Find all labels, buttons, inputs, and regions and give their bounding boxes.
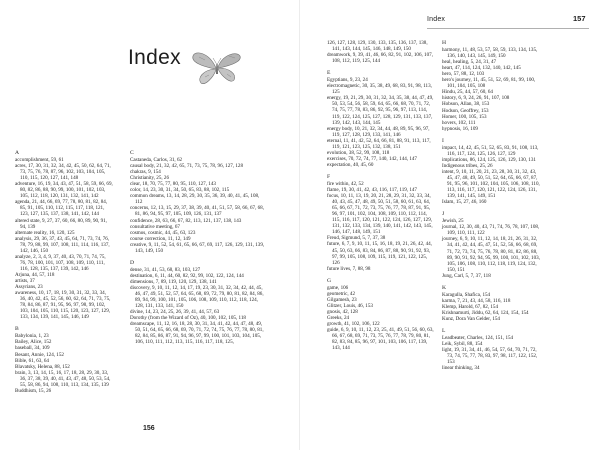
index-entry: accomplishment, 59, 61 — [15, 157, 64, 164]
index-entry: evolution, 38, 52, 99, 108, 118 — [327, 149, 390, 156]
index-section-letter: F — [327, 173, 331, 180]
index-entry: chakras, 9, 154 — [130, 169, 161, 176]
index-entry: future, 6, 7, 9, 10, 11, 15, 16, 18, 19, 21, 26, 42, 44, 45, 50, 63, 66, 83, 84, 86, 87, 88, 90, 91, 92, 93, 97, 99, 105, 108, 109, 115, 119, 121, 122, 125, 126 — [327, 241, 432, 266]
index-entry: Gilgamesh, 23 — [327, 296, 357, 303]
page-title: Index — [128, 46, 181, 69]
index-entry: confidence, 28, 63, 66, 67, 82, 113, 121, 137, 138, 143 — [130, 217, 242, 224]
index-entry: linear thinking, 34 — [442, 365, 480, 372]
index-entry: growth, 41, 102, 106, 122 — [327, 321, 380, 328]
index-entry: Kunz, Dora Van Gelder, 154 — [442, 315, 500, 322]
butterfly-icon — [191, 50, 243, 86]
index-entry: cosmos, cosmic, 44, 45, 63, 123 — [130, 229, 196, 236]
index-entry: journey, 6, 9, 10, 11, 12, 14, 18, 21, 26, 31, 32, 34, 41, 42, 44, 45, 47, 51, 52, 56, 66, 68, 69, 71, 72, 73, 74, 75, 76, 78, 80, 81, 82, 86, 88, 89, 90, 91, 92, 94, 95, 99, 100, 101, 102, 103, 105, 106, 108, 110, 112, 118, 119, 124, 132, 150, 151 — [442, 236, 540, 273]
index-entry: geometric, 42 — [327, 290, 356, 297]
index-column-3 — [327, 40, 435, 351]
index-section-letter: J — [442, 211, 445, 218]
index-entry: dense, 31, 41, 53, 68, 83, 103, 127 — [130, 266, 201, 273]
index-entry: hero's journey, 11, 45, 51, 52, 69, 81, 99, 100, 101, 104, 105, 108 — [442, 77, 536, 90]
index-section-letter: G — [327, 277, 332, 284]
index-entry: destination, 6, 11, 44, 60, 82, 92, 99, 102, 122, 124, 144 — [130, 272, 244, 279]
index-entry: 126, 127, 128, 129, 130, 133, 135, 136, 137, 138, 141, 143, 144, 145, 146, 148, 149, 150 — [327, 40, 428, 53]
index-entry: Besant, Annie, 124, 152 — [15, 351, 64, 358]
index-entry: Leadbeater, Charles, 124, 151, 154 — [442, 335, 514, 342]
index-entry: Dorothy (from the Wizard of Oz), 40, 100, 102, 105, 118 — [130, 315, 246, 322]
index-entry: Arjuna, 44, 57, 118 — [15, 271, 55, 278]
index-entry: Blavatsky, Helena, 88, 152 — [15, 363, 70, 370]
index-entry: common dreams, 13, 14, 28, 29, 30, 35, 36, 39, 40, 41, 45, 108, 112 — [130, 193, 260, 206]
index-entry: Christianity, 25, 26 — [130, 175, 170, 182]
index-entry: harmony, 11, 48, 53, 57, 58, 59, 133, 134, 135, 136, 140, 143, 145, 149, 150 — [442, 47, 538, 60]
index-entry: concerns, 12, 13, 15, 29, 37, 38, 39, 40, 41, 51, 57, 58, 66, 67, 68, 81, 86, 94, 95, 97, 105, 109, 126, 131, 137 — [130, 205, 264, 218]
index-section-letter: L — [442, 328, 446, 335]
index-entry: future lives, 7, 88, 98 — [327, 265, 371, 272]
index-entry: game, 106 — [327, 284, 349, 291]
index-entry: Bible, 61, 63, 64 — [15, 357, 49, 364]
index-entry: Jung, Carl, 5, 7, 37, 118 — [442, 272, 491, 279]
index-entry: agenda, 21, 44, 66, 69, 77, 78, 80, 81, 82, 84, 85, 91, 105, 110, 112, 115, 117, 118, 121, 123, 127, 135, 137, 138, 141, 142, 144 — [15, 199, 108, 218]
index-entry: focus, 10, 11, 13, 19, 20, 21, 28, 29, 31, 32, 33, 34, 40, 43, 45, 47, 48, 49, 50, 51, 58, 60, 61, 63, 64, 65, 66, 67, 71, 72, 73, 75, 76, 77, 78, 87, 91, 95, 96, 97, 101, 102, 104, 108, 109, 110, 112, 114, 115, 116, 117, 120, 121, 122, 124, 126, 127, 129, 131, 132, 133, 134, 139, 140, 141, 142, 143, 145, 146, 147, 148, 149, 151 — [327, 193, 433, 236]
index-entry: Indigenous tribes, 25, 26 — [442, 162, 493, 169]
index-entry: Krishnamurti, Jiddu, 62, 64, 124, 154, 154 — [442, 309, 529, 316]
index-entry: Islam, 15, 27, 46, 160 — [442, 199, 487, 206]
index-entry: Hodson, Geoffrey, 153 — [442, 107, 489, 114]
index-entry: acres, 17, 30, 31, 32, 34, 42, 45, 50, 62, 64, 71, 73, 75, 76, 78, 87, 96, 102, 103, 104, 105, 110, 115, 120, 127, 141, 148 — [15, 163, 111, 182]
index-entry: electromagnetic, 30, 35, 38, 49, 68, 83, 91, 98, 113, 125 — [327, 83, 432, 96]
index-entry: consultative meeting, 67 — [130, 223, 180, 230]
index-section-letter: D — [130, 259, 135, 266]
index-entry: exercises, 70, 72, 74, 77, 140, 142, 144, 147 — [327, 155, 417, 162]
index-entry: heart, 47, 114, 124, 132, 140, 142, 145 — [442, 65, 521, 72]
index-entry: journal, 12, 30, 40, 43, 71, 74, 76, 78, 107, 108, 109, 110, 111, 122 — [442, 224, 540, 237]
index-entry: guide, 6, 9, 10, 11, 12, 23, 25, 41, 49, 51, 56, 60, 63, 66, 67, 68, 69, 71, 73, 75, 76, 77, 78, 79, 80, 81, 82, 83, 84, 85, 96, 97, 101, 103, 106, 117, 139, 143, 144 — [327, 327, 434, 352]
index-entry: color, 14, 23, 30, 31, 34, 50, 65, 83, 88, 102, 115 — [130, 187, 230, 194]
index-entry: awareness, 10, 17, 18, 19, 30, 31, 32, 33, 34, 36, 40, 42, 45, 52, 56, 60, 62, 64, 71, 73, 75, 78, 84, 86, 87, 91, 95, 96, 97, 98, 99, 102, 103, 104, 105, 110, 115, 120, 123, 127, 129, 133, 134, 139, 141, 145, 146, 149 — [15, 290, 111, 321]
index-section-letter: B — [15, 326, 19, 333]
index-entry: Greeks, 24 — [327, 314, 350, 321]
index-entry: Bailey, Alice, 152 — [15, 339, 52, 346]
index-entry: Egyptians, 9, 23, 24 — [327, 77, 368, 84]
index-entry: creative, 9, 11, 52, 54, 61, 65, 66, 67, 69, 117, 126, 129, 131, 139, 143, 149, 150 — [130, 241, 265, 254]
index-entry: causal body, 21, 32, 42, 65, 71, 73, 75, 78, 96, 127, 128 — [130, 163, 243, 170]
running-header: Index — [427, 16, 446, 23]
index-section-letter: A — [15, 150, 20, 156]
index-entry: Karagulla, Shafica, 154 — [442, 291, 491, 298]
index-section-letter: C — [130, 150, 134, 156]
index-entry: gnosis, 42, 128 — [327, 308, 358, 315]
index-entry: implications, 86, 124, 125, 126, 129, 130, 131 — [442, 156, 536, 163]
index-entry: history, 6, 9, 24, 26, 91, 107, 108 — [442, 95, 510, 102]
index-entry: intent, 9, 10, 11, 20, 21, 23, 28, 30, 31, 32, 43, 45, 47, 48, 49, 50, 51, 52, 64, 65, 66, 67, 87, 91, 95, 96, 101, 102, 104, 105, 106, 108, 110, 113, 116, 117, 120, 121, 122, 124, 126, 131, 139, 141, 145, 149, 151 — [442, 168, 540, 200]
index-entry: divine, 14, 23, 24, 25, 26, 39, 41, 44, 57, 63 — [130, 309, 220, 316]
page-number-right: 157 — [573, 14, 586, 23]
index-entry: impact, 14, 42, 45, 51, 52, 65, 83, 91, 108, 113, 116, 117, 124, 125, 126, 127, 129 — [442, 144, 539, 157]
index-entry: energy, 19, 21, 29, 30, 31, 32, 34, 35, 38, 44, 47, 49, 50, 53, 54, 56, 58, 59, 64, 65, 66, 68, 70, 71, 72, 74, 75, 77, 78, 83, 86, 92, 95, 96, 97, 113, 114, 119, 122, 124, 125, 127, 128, 129, 131, 133, 137, 139, 142, 143, 144, 145 — [327, 95, 434, 126]
index-section-letter: E — [327, 70, 331, 77]
index-entry: Hobson, Allan, 38, 153 — [442, 101, 490, 108]
index-entry: hero, 57, 88, 12, 103 — [442, 71, 485, 78]
index-entry: karma, 7, 21, 43, 44, 58, 116, 118 — [442, 297, 511, 304]
index-column-1 — [15, 150, 113, 394]
page-number-left: 156 — [143, 425, 155, 432]
index-entry: baseball, 34, 109 — [15, 345, 50, 352]
index-entry: heal, healing, 5, 24, 31, 47 — [442, 59, 497, 66]
index-entry: flame, 19, 30, 41, 42, 43, 116, 117, 119, 147 — [327, 187, 417, 194]
index-section-letter: K — [442, 284, 447, 291]
index-entry: Glitzer, Louis, 46, 153 — [327, 302, 373, 309]
index-entry: Hindu, 25, 44, 57, 60, 64 — [442, 89, 493, 96]
index-entry: Klemp, Harold, 67, 82, 154 — [442, 303, 499, 310]
index-entry: dimensions, 7, 89, 119, 120, 129, 138, 141 — [130, 278, 217, 285]
index-entry: expectation, 40, 45, 60 — [327, 161, 374, 168]
header-rule — [427, 28, 589, 29]
index-entry: hypnosis, 16, 109 — [442, 125, 478, 132]
index-entry: Buddhism, 15, 26 — [15, 387, 52, 394]
index-entry: Assyrians, 23 — [15, 284, 43, 291]
index-entry: Babylonia, 1, 23 — [15, 333, 49, 340]
index-entry: light, 19, 31, 34, 41, 46, 54, 57, 64, 70, 71, 72, 73, 74, 75, 77, 78, 83, 97, 98, 117, 122, 152, 153 — [442, 347, 538, 366]
index-entry: adventure, 16, 19, 34, 43, 47, 51, 58, 59, 66, 69, 80, 82, 86, 88, 90, 99, 100, 101, 102, 103, 105, 112, 118, 120, 131, 132, 141, 142 — [15, 181, 113, 200]
index-entry: altered state, 9, 27, 37, 60, 66, 80, 89, 90, 91, 94, 139 — [15, 217, 107, 230]
index-entry: fire within, 42, 52 — [327, 180, 364, 187]
index-entry: eternal, 11, 41, 42, 52, 64, 66, 81, 88, 91, 113, 117, 119, 121, 123, 125, 132, 138, 151 — [327, 137, 431, 150]
index-entry: artists, 37 — [15, 277, 35, 284]
index-entry: dreamwork, 9, 39, 41, 46, 66, 82, 91, 102, 106, 107, 108, 112, 119, 125, 144 — [327, 52, 433, 65]
index-entry: Freud, Sigmund, 5, 7, 37, 38 — [327, 235, 386, 242]
index-column-2 — [130, 150, 268, 345]
index-entry: Homer, 100, 105, 153 — [442, 113, 487, 120]
index-entry: alternate reality, 16, 120, 125 — [15, 229, 75, 236]
index-entry: Jewish, 25 — [442, 218, 464, 225]
index-entry: analysis, 29, 36, 37, 43, 45, 64, 71, 73, 74, 76, 78, 79, 88, 99, 107, 108, 111, 114, 116, 137, 142, 146, 150 — [15, 235, 110, 254]
index-entry: course correction, 11, 12, 149 — [130, 235, 191, 242]
index-entry: Castaneda, Carlos, 31, 62 — [130, 157, 183, 164]
index-entry: discovery, 9, 10, 11, 12, 14, 17, 19, 23, 30, 31, 32, 34, 42, 44, 45, 46, 47, 49, 51, 52, 57, 64, 65, 68, 69, 72, 79, 80, 81, 82, 84, 86, 89, 94, 99, 100, 101, 105, 106, 108, 109, 110, 112, 118, 124, 128, 131, 133, 141, 150 — [130, 284, 264, 310]
index-entry: clear, 18, 70, 75, 77, 80, 95, 110, 127, 143 — [130, 181, 216, 188]
index-section-letter: H — [442, 40, 447, 46]
index-entry: analyze, 2, 3, 4, 9, 37, 40, 43, 70, 71, 74, 75, 76, 78, 100, 101, 107, 108, 109, 110, 111, 116, 128, 135, 137, 139, 142, 146 — [15, 253, 106, 272]
index-section-letter: I — [442, 137, 444, 144]
index-entry: Leik, Sybil, 88, 154 — [442, 341, 483, 348]
index-entry: hovers, 102, 111 — [442, 119, 476, 126]
index-entry: energy body, 10, 21, 32, 34, 44, 48, 89, 95, 96, 97, 119, 127, 128, 129, 133, 141, 146 — [327, 125, 430, 138]
index-entry: dreamscape, 11, 12, 16, 18, 28, 30, 31, 34, 41, 42, 44, 47, 48, 49, 50, 51, 64, 65, 66, 68, 69, 70, 71, 72, 74, 75, 76, 77, 78, 80, 81, 82, 84, 85, 86, 87, 91, 94, 96, 97, 99, 100, 101, 103, 104, 105, 106, 110, 111, 112, 113, 115, 116, 117, 118, 125, — [130, 321, 264, 346]
index-column-4 — [442, 40, 540, 371]
index-entry: brain, 3, 13, 14, 15, 16, 17, 18, 28, 29, 30, 33, 36, 37, 38, 39, 40, 41, 43, 47, 48, 50, 53, 54, 55, 58, 86, 94, 108, 110, 113, 134, 135, 139 — [15, 369, 111, 388]
